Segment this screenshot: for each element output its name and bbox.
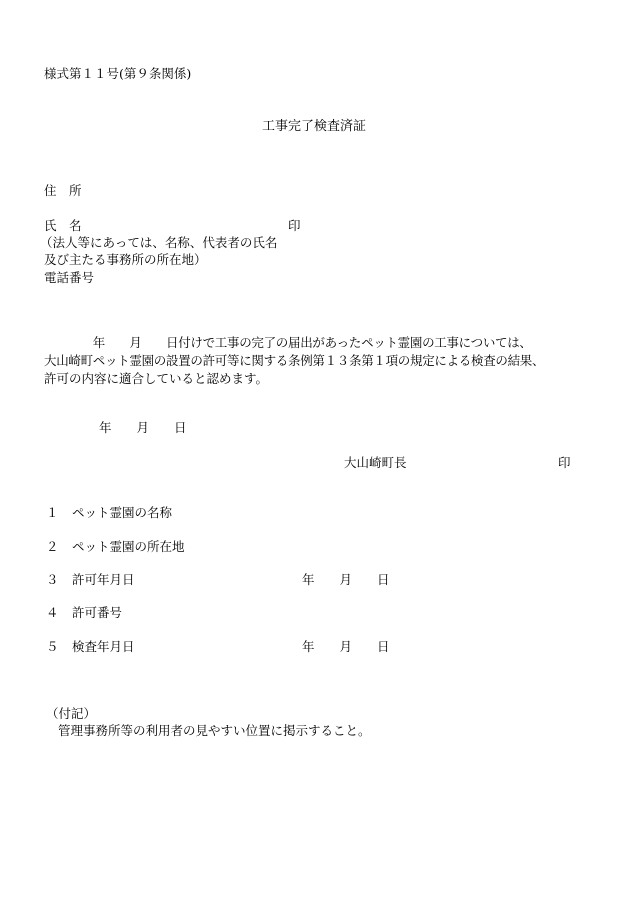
item-4-label: 許可番号 <box>72 605 123 620</box>
item-3-date: 年 月 日 <box>302 572 390 587</box>
body-line-2: 大山崎町ペット霊園の設置の許可等に関する条例第１３条第１項の規定による検査の結果、 <box>44 353 545 368</box>
item-4-number: ４ <box>46 605 59 620</box>
item-5-date: 年 月 日 <box>302 639 390 654</box>
document-title: 工事完了検査済証 <box>262 119 367 134</box>
corporate-note-line-2: 及び主たる事務所の所在地） <box>44 252 207 267</box>
item-5-number: ５ <box>46 639 59 654</box>
item-1-label: ペット霊園の名称 <box>72 505 173 520</box>
note-heading: （付記） <box>46 706 97 721</box>
body-line-1: 年 月 日付けで工事の完了の届出があったペット霊園の工事については、 <box>44 335 532 350</box>
item-5-label: 検査年月日 <box>72 639 135 654</box>
applicant-seal: 印 <box>288 218 301 233</box>
name-label: 氏 名 <box>44 218 82 233</box>
issuer-title: 大山崎町長 <box>344 455 407 470</box>
issue-date: 年 月 日 <box>99 420 187 435</box>
note-text: 管理事務所等の利用者の見やすい位置に掲示すること。 <box>58 723 371 738</box>
item-3-label: 許可年月日 <box>72 572 135 587</box>
item-2-number: ２ <box>46 539 59 554</box>
address-label: 住 所 <box>44 183 82 198</box>
form-number: 様式第１１号(第９条関係) <box>44 66 192 81</box>
body-line-3: 許可の内容に適合していると認めます。 <box>44 371 269 386</box>
item-1-number: １ <box>46 505 59 520</box>
corporate-note-line-1: （法人等にあっては、名称、代表者の氏名 <box>40 235 278 250</box>
issuer-seal: 印 <box>558 455 571 470</box>
item-2-label: ペット霊園の所在地 <box>72 539 185 554</box>
item-3-number: ３ <box>46 572 59 587</box>
phone-label: 電話番号 <box>44 270 95 285</box>
